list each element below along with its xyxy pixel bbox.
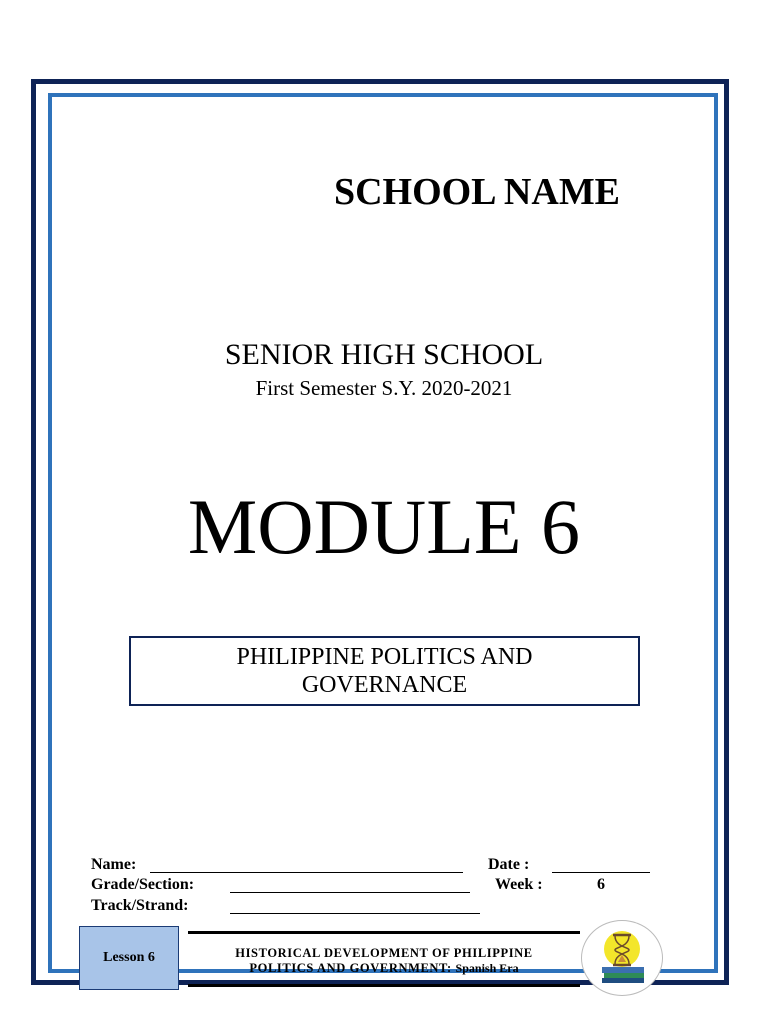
name-label: Name: <box>91 856 137 873</box>
lesson-title-line1: HISTORICAL DEVELOPMENT OF PHILIPPINE <box>235 946 533 960</box>
school-name: SCHOOL NAME <box>333 171 621 213</box>
school-level: SENIOR HIGH SCHOOL <box>224 338 544 371</box>
grade-section-field[interactable] <box>230 892 470 893</box>
lesson-badge <box>79 926 179 990</box>
banner-top-rule <box>188 931 580 934</box>
track-strand-field[interactable] <box>230 913 480 914</box>
week-value: 6 <box>597 876 605 893</box>
hourglass-book-icon <box>581 920 663 996</box>
subject-title: PHILIPPINE POLITICS AND GOVERNANCE <box>236 644 533 698</box>
track-strand-label: Track/Strand: <box>91 897 189 914</box>
lesson-title <box>188 946 580 976</box>
week-label: Week : <box>495 876 543 893</box>
lesson-era: Spanish Era <box>455 961 519 975</box>
module-title: MODULE 6 <box>187 483 581 570</box>
name-field[interactable] <box>150 872 463 873</box>
grade-section-label: Grade/Section: <box>91 876 195 893</box>
semester-label: First Semester S.Y. 2020-2021 <box>255 376 513 400</box>
date-field[interactable] <box>552 872 650 873</box>
lesson-title-line2: POLITICS AND GOVERNMENT: Spanish Era <box>249 961 519 975</box>
banner-bottom-rule <box>188 984 580 987</box>
subject-box <box>129 636 640 706</box>
lesson-label: Lesson 6 <box>103 950 155 965</box>
date-label: Date : <box>488 856 530 873</box>
